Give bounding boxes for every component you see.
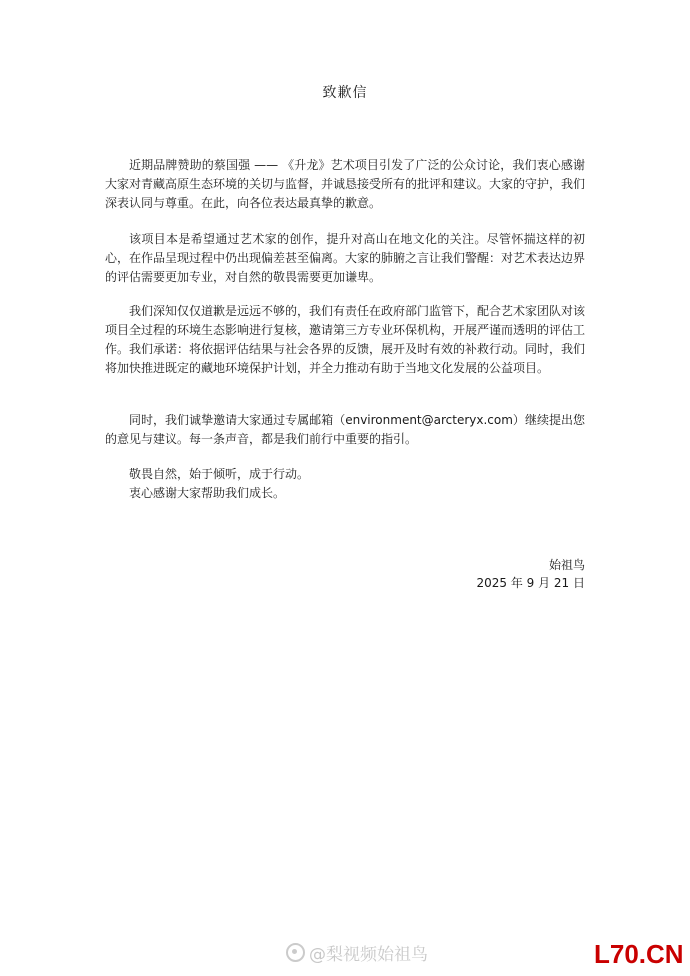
closing-line-2: 衷心感谢大家帮助我们成长。: [129, 486, 286, 500]
closing-line-1: 敬畏自然，始于倾听，成于行动。: [129, 467, 310, 481]
site-logo: L70.CN: [594, 939, 684, 969]
signature: 始祖鸟: [548, 558, 585, 572]
watermark-text: @梨视频始祖鸟: [309, 945, 428, 965]
paragraph-1: 近期品牌赞助的蔡国强 —— 《升龙》艺术项目引发了广泛的公众讨论，我们衷心感谢大家对青藏高原生态环境的关切与监督，并诚恳接受所有的批评和建议。大家的守护，我们深表认同与尊重。在此，向各位表达最真挚的歉意。: [105, 158, 586, 210]
page-title: 致歉信: [322, 85, 368, 101]
watermark: [286, 943, 428, 965]
date: 2025 年 9 月 21 日: [476, 576, 585, 590]
weibo-icon: [286, 943, 305, 962]
paragraph-4: 同时，我们诚挚邀请大家通过专属邮箱（environment@arcteryx.com）继续提出您的意见与建议。每一条声音，都是我们前行中重要的指引。: [105, 413, 585, 446]
paragraph-2: 该项目本是希望通过艺术家的创作，提升对高山在地文化的关注。尽管怀揣这样的初心，在作品呈现过程中仍出现偏差甚至偏离。大家的肺腑之言让我们警醒：对艺术表达边界的评估需要更加专业，对自然的敬畏需要更加谦卑。: [105, 232, 586, 284]
paragraph-3: 我们深知仅仅道歉是远远不够的，我们有责任在政府部门监管下，配合艺术家团队对该项目全过程的环境生态影响进行复核，邀请第三方专业环保机构，开展严谨而透明的评估工作。我们承诺：将依据评估结果与社会各界的反馈，展开及时有效的补救行动。同时，我们将加快推进既定的藏地环境保护计划，并全力推动有助于当地文化发展的公益项目。: [105, 304, 586, 375]
